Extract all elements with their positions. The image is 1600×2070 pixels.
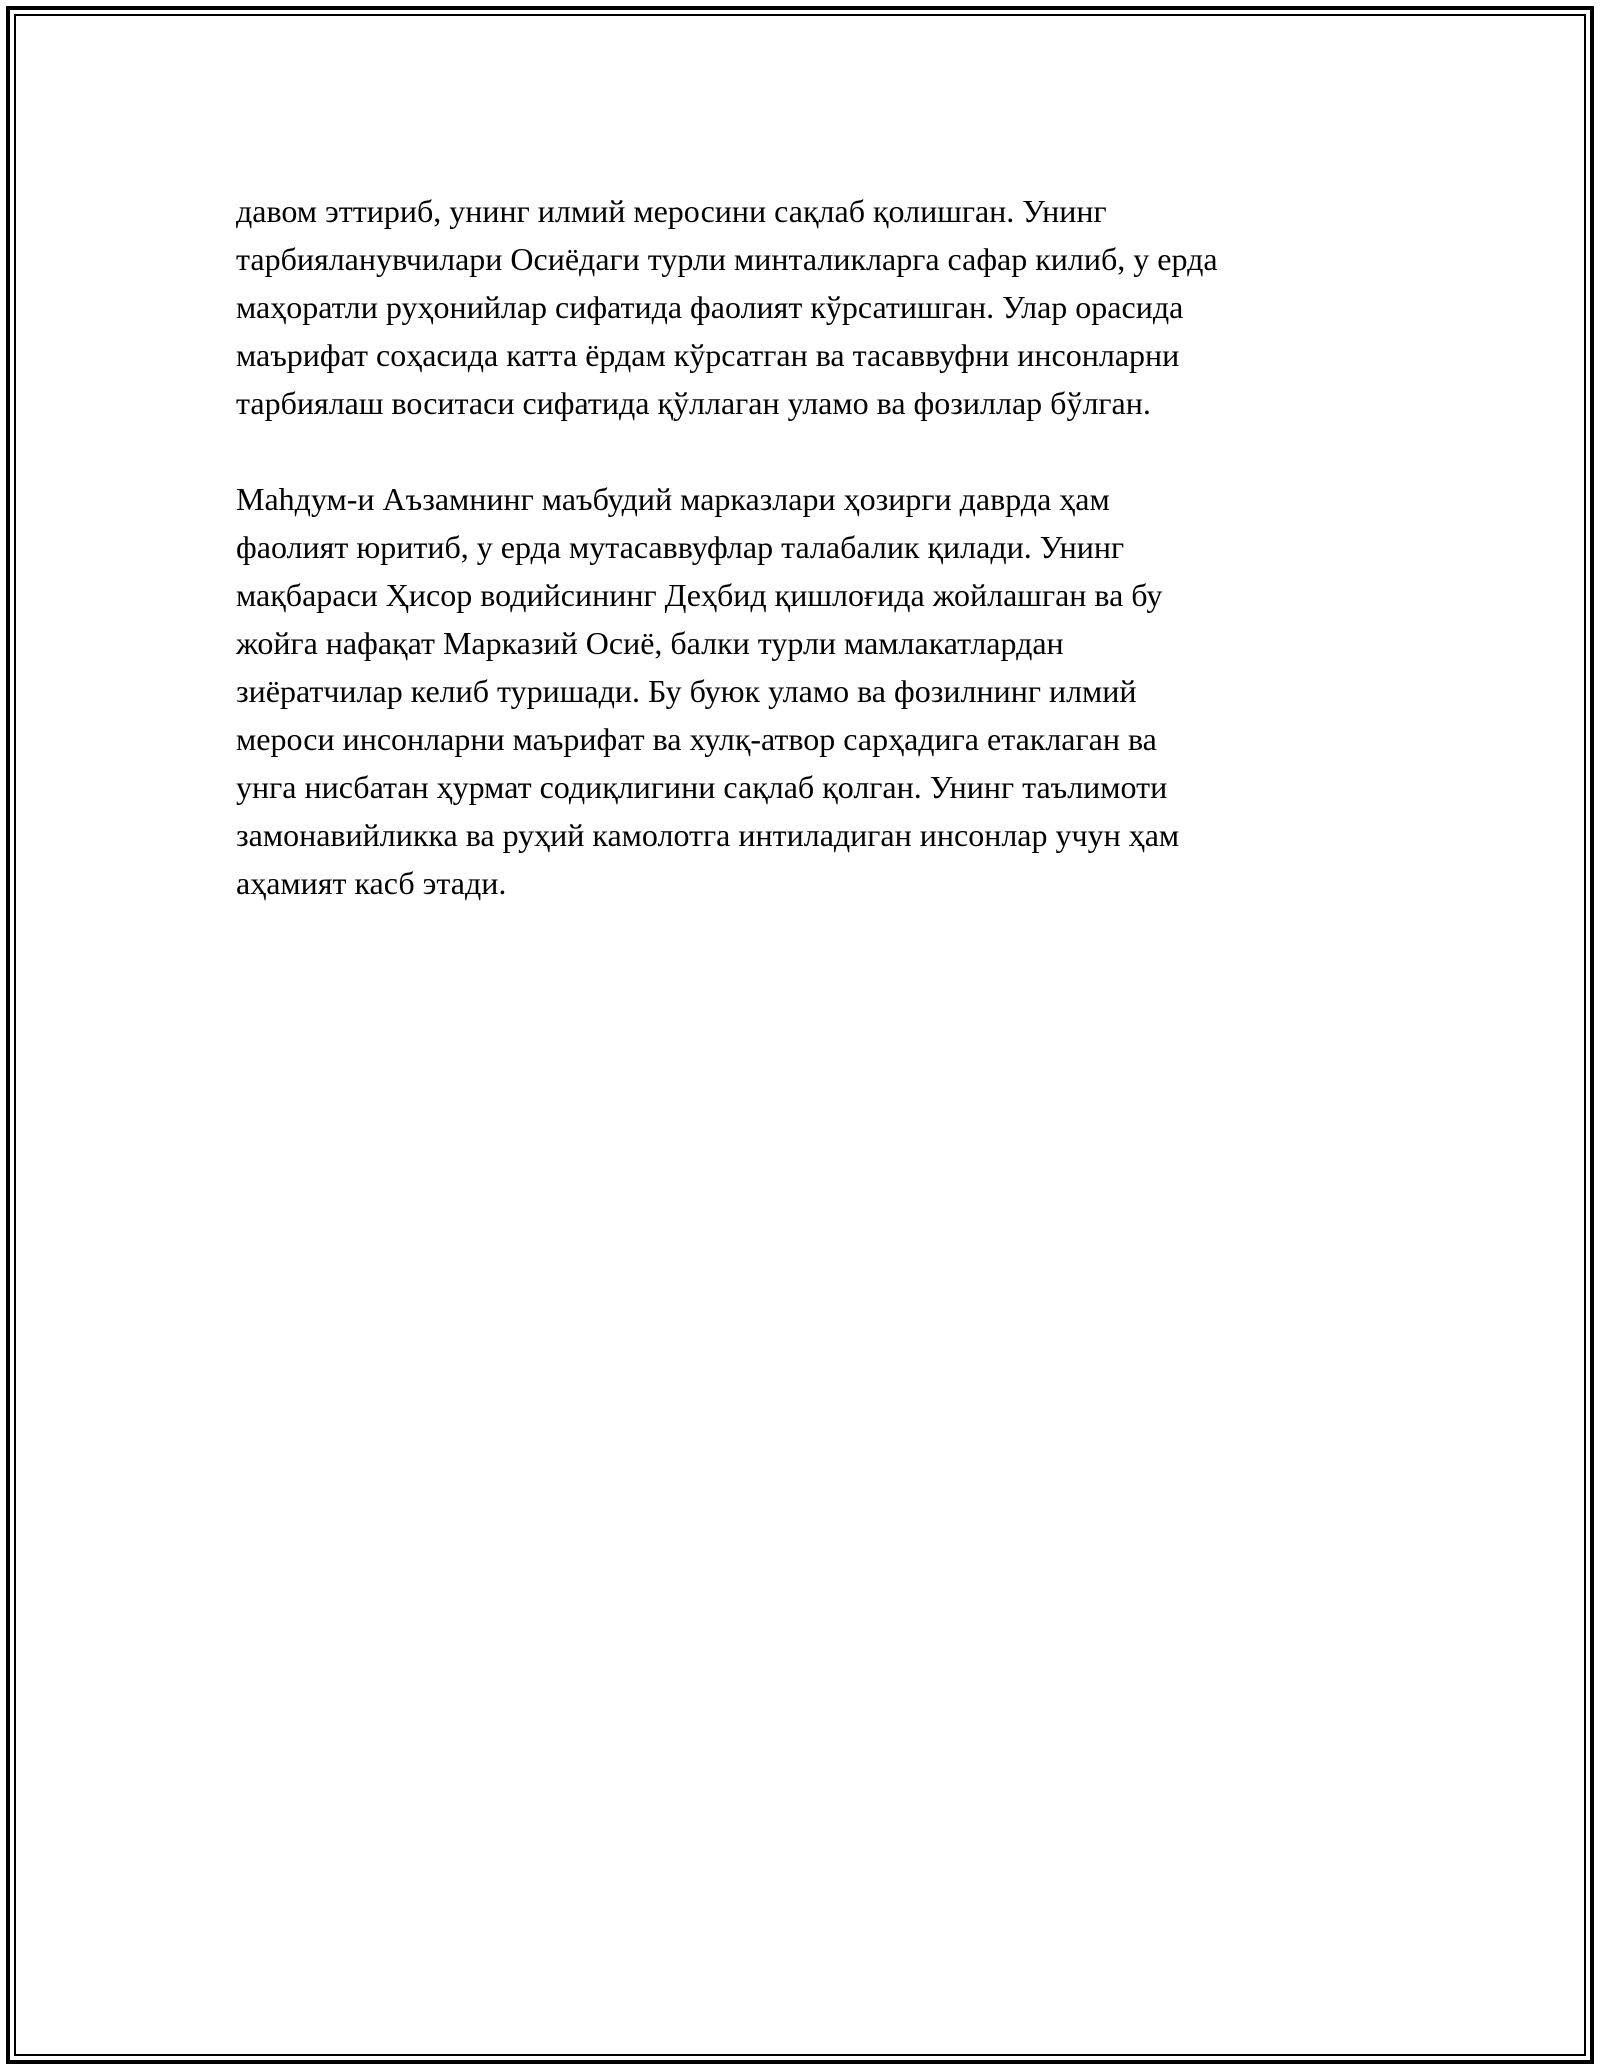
text-line: замонавийликка ва руҳий камолотга интиладиган инсонлар учун ҳам: [236, 817, 1180, 853]
text-line: зиёратчилар келиб туришади. Бу буюк уламо ва фозилнинг илмий: [236, 673, 1137, 709]
text-line: давом эттириб, унинг илмий меросини сақлаб қолишган. Унинг: [236, 193, 1107, 229]
text-line: тарбиялаш воситаси сифатида қўллаган уламо ва фозиллар бўлган.: [236, 385, 1151, 421]
text-line: мероси инсонларни маърифат ва хулқ-атвор сарҳадига етаклаган ва: [236, 721, 1157, 757]
text-line: маҳоратли руҳонийлар сифатида фаолият кўрсатишган. Улар орасида: [236, 289, 1184, 325]
text-line: жойга нафақат Марказий Осиё, балки турли мамлакатлардан: [236, 625, 1064, 661]
document-body: [236, 187, 1416, 907]
text-line: мақбараси Ҳисор водийсининг Деҳбид қишлоғида жойлашган ва бу: [236, 577, 1163, 613]
text-line: маърифат соҳасида катта ёрдам кўрсатган ва тасаввуфни инсонларни: [236, 337, 1180, 373]
text-line: Маһдум-и Аъзамнинг маъбудий марказлари ҳозирги даврда ҳам: [236, 481, 1110, 517]
text-line: тарбияланувчилари Осиёдаги турли минталикларга сафар килиб, у ерда: [236, 241, 1218, 277]
text-line: унга нисбатан ҳурмат содиқлигини сақлаб қолган. Унинг таълимоти: [236, 769, 1168, 805]
paragraph-2: [236, 475, 1416, 907]
text-line: фаолият юритиб, у ерда мутасаввуфлар талабалик қилади. Унинг: [236, 529, 1125, 565]
text-line: аҳамият касб этади.: [236, 865, 507, 901]
paragraph-1: [236, 187, 1416, 427]
